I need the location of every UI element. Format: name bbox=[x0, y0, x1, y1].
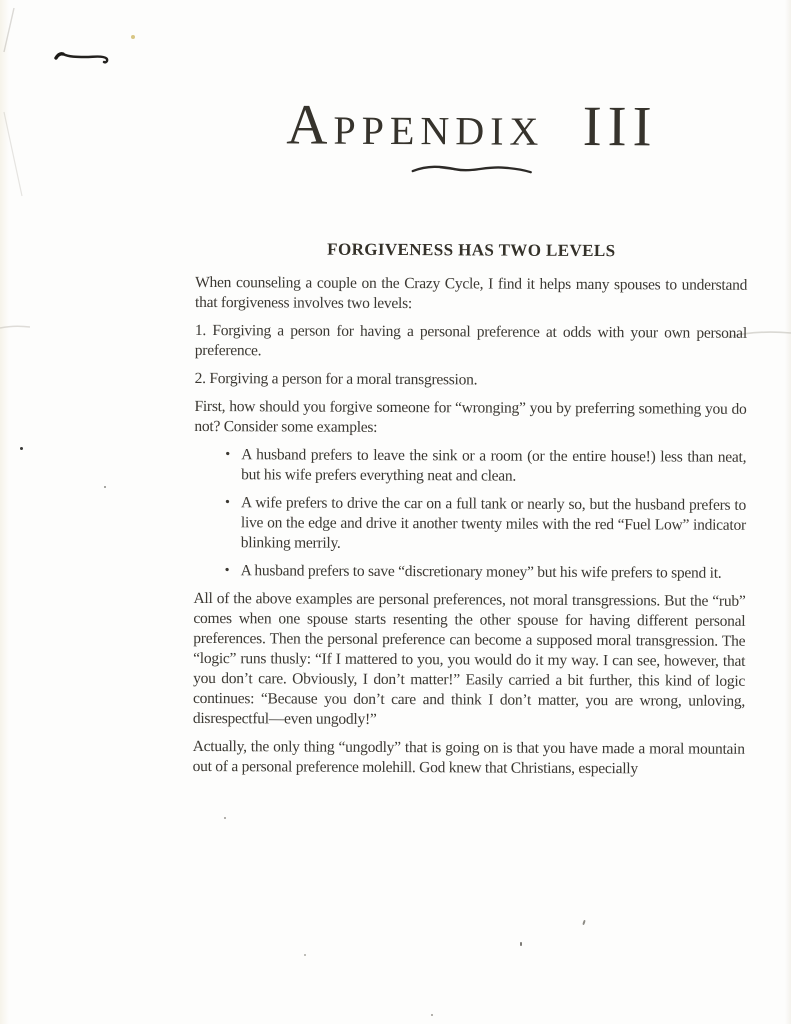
paragraph-intro: When counseling a couple on the Crazy Cycle, I find it helps many spouses to understand that forgiveness involves two levels: bbox=[195, 273, 748, 313]
examples-list bbox=[225, 445, 747, 584]
list-item bbox=[225, 493, 746, 556]
list-item-text: A wife prefers to drive the car on a full tank or nearly so, but the husband prefers to live on the edge and drive it another twenty miles with the red “Fuel Low” indicator blinking merrily. bbox=[240, 494, 747, 552]
list-item bbox=[225, 561, 746, 584]
paragraph-examples-lead: First, how should you forgive someone for “wronging” you by preferring something you do not? Consider some examples: bbox=[194, 397, 747, 436]
paragraph-rub: All of the above examples are personal preferences, not moral transgressions. But the “rub” comes when one spouse starts resenting the other spouse for having different personal preferences. Then the personal preference can become a supposed moral transgression. The “logic” runs thusly: “If I mattered to you, you would do it my way. I can see, however, that you don’t care. Obviously, I don’t matter!” Easily carried a bit further, this kind of logic continues: “Because you don’t care and think I don’t matter, you are wrong, unloving, disrespectful—even ungodly!” bbox=[192, 589, 746, 728]
paragraph-level-1: 1. Forgiving a person for having a personal preference at odds with your own personal preference. bbox=[194, 321, 747, 360]
body-text bbox=[193, 273, 748, 780]
paper-speck-gray-3 bbox=[304, 954, 306, 956]
paper-speck-comma bbox=[520, 942, 522, 946]
list-item-text: A husband prefers to save “discretionary money” but his wife prefers to spend it. bbox=[240, 562, 722, 582]
list-item bbox=[225, 445, 746, 488]
bullet-icon: • bbox=[225, 447, 231, 463]
paper-speck-tick bbox=[582, 920, 585, 925]
bullet-icon: • bbox=[224, 495, 230, 511]
paper-speck-bottom bbox=[431, 1014, 433, 1016]
paragraph-level-2: 2. Forgiving a person for a moral transgression. bbox=[194, 369, 478, 389]
bullet-icon: • bbox=[224, 563, 230, 579]
section-heading: FORGIVENESS HAS TWO LEVELS bbox=[327, 239, 616, 261]
paragraph-molehill: Actually, the only thing “ungodly” that is going on is that you have made a moral mountain out of a personal preference molehill. God knew that Christians, especially bbox=[192, 737, 745, 778]
title-underline-flourish bbox=[410, 162, 534, 177]
page-title: Appendix III bbox=[286, 93, 658, 159]
paper-speck-gray-2 bbox=[224, 817, 226, 819]
list-item-text: A husband prefers to leave the sink or a room (or the entire house!) less than neat, but his wife prefers everything neat and clean. bbox=[241, 446, 747, 485]
